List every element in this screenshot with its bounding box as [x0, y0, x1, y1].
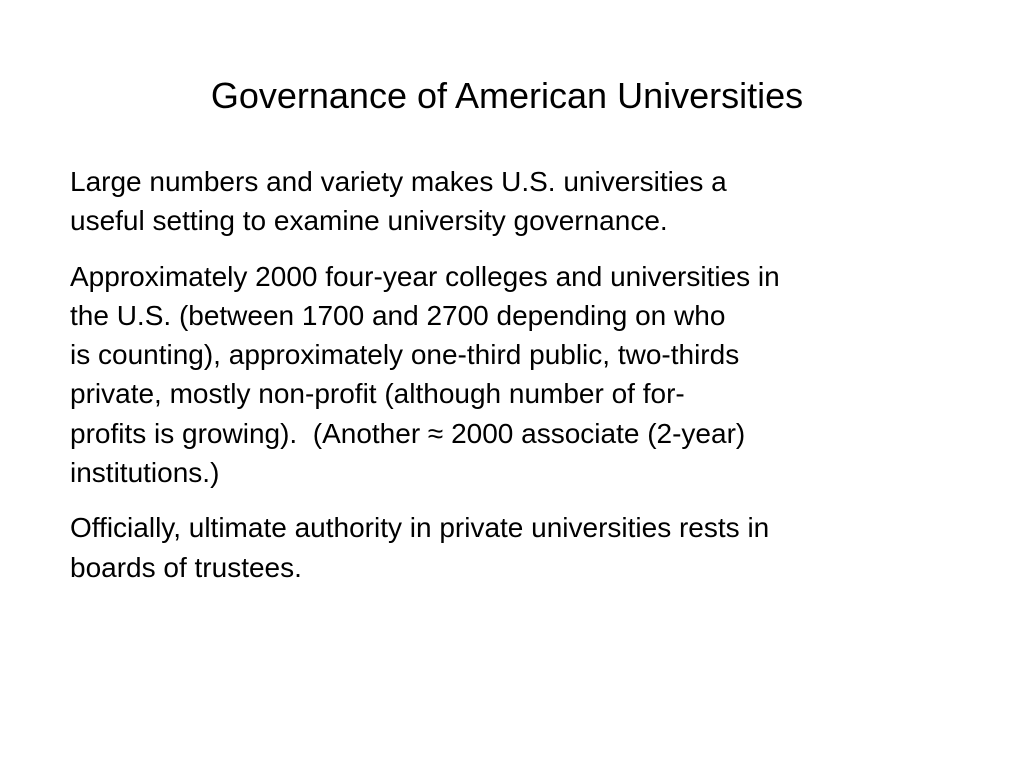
text-line: institutions.) [70, 457, 220, 489]
text-line: useful setting to examine university governance. [70, 205, 668, 237]
paragraph-universities-variety [70, 162, 970, 241]
text-line: private, mostly non-profit (although number of for- [70, 378, 685, 410]
slide-body [70, 162, 970, 587]
slide-title: Governance of American Universities [210, 75, 804, 116]
text-line: profits is growing). (Another ≈ 2000 associate (2-year) [70, 417, 746, 449]
text-line: Officially, ultimate authority in private universities rests in [70, 512, 770, 544]
paragraph-trustees-authority [70, 508, 970, 587]
text-line: the U.S. (between 1700 and 2700 depending on who [70, 299, 726, 331]
text-line: boards of trustees. [70, 551, 302, 583]
text-line: Large numbers and variety makes U.S. universities a [70, 166, 727, 197]
paragraph-college-counts [70, 257, 970, 493]
text-line: is counting), approximately one-third public, two-thirds [70, 339, 740, 371]
text-line: Approximately 2000 four-year colleges and universities in [70, 260, 780, 292]
